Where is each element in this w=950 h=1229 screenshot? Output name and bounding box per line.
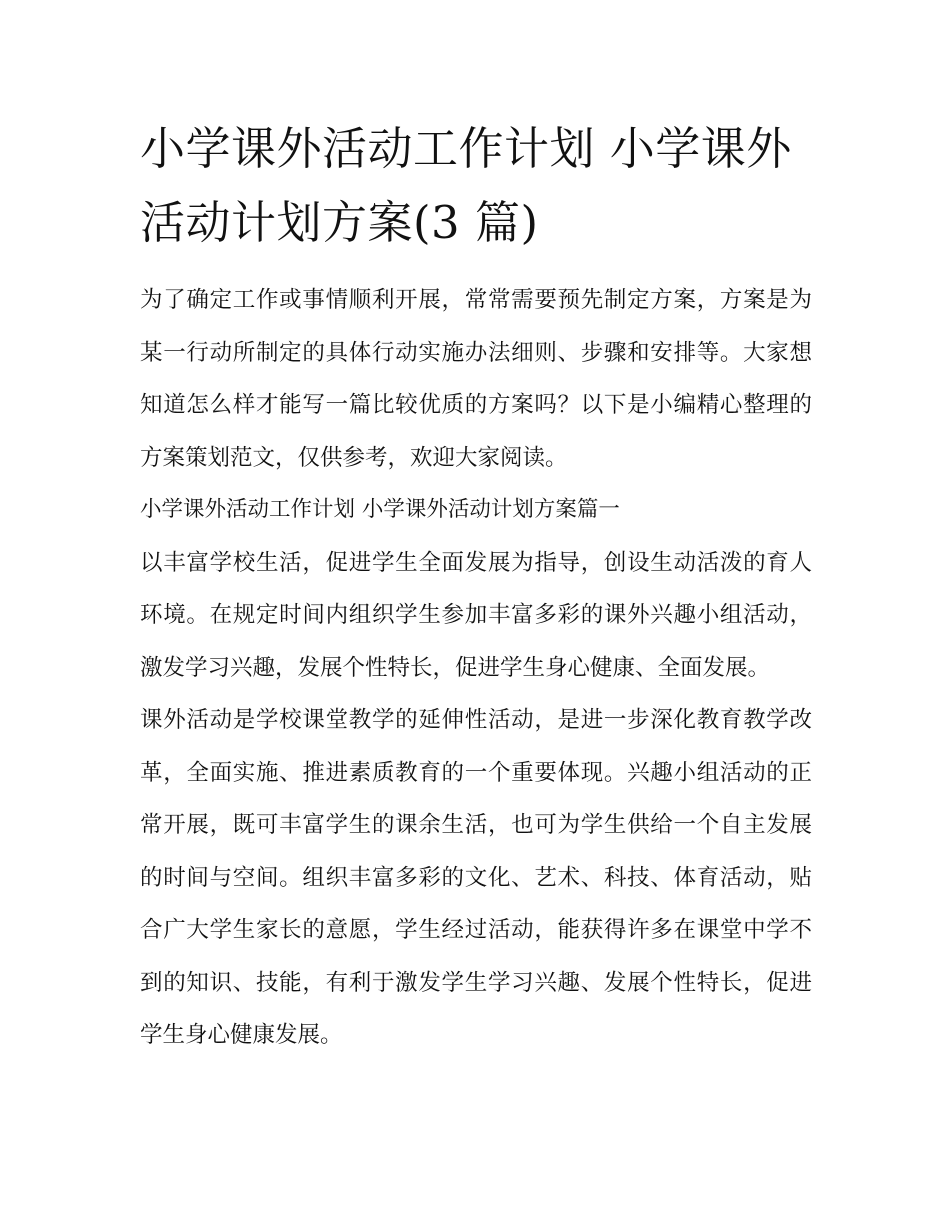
document-title: 小学课外活动工作计划 小学课外活动计划方案(3 篇) <box>140 122 792 249</box>
intro-paragraph: 为了确定工作或事情顺利开展，常常需要预先制定方案，方案是为某一行动所制定的具体行动实施办法细则、步骤和安排等。大家想知道怎么样才能写一篇比较优质的方案吗？以下是小编精心整理的方案策划范文，仅供参考，欢迎大家阅读。 <box>140 287 812 471</box>
document-page <box>140 112 812 1062</box>
body-paragraph-1: 以丰富学校生活，促进学生全面发展为指导，创设生动活泼的育人环境。在规定时间内组织学生参加丰富多彩的课外兴趣小组活动，激发学习兴趣，发展个性特长，促进学生身心健康、全面发展。 <box>140 549 812 681</box>
section-heading: 小学课外活动工作计划 小学课外活动计划方案篇一 <box>140 497 620 522</box>
body-paragraph-2: 课外活动是学校课堂教学的延伸性活动，是进一步深化教育教学改革，全面实施、推进素质教育的一个重要体现。兴趣小组活动的正常开展，既可丰富学生的课余生活，也可为学生供给一个自主发展的时间与空间。组织丰富多彩的文化、艺术、科技、体育活动，贴合广大学生家长的意愿，学生经过活动，能获得许多在课堂中学不到的知识、技能，有利于激发学生学习兴趣、发展个性特长，促进学生身心健康发展。 <box>140 707 812 1048</box>
